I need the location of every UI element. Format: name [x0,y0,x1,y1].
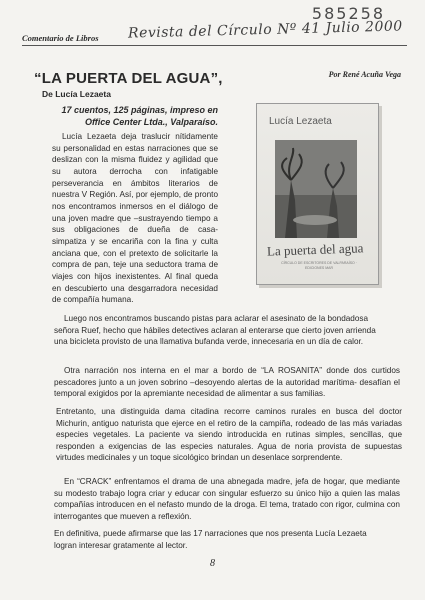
paragraph-2-line-3: una bicicleta provisto de una llamativa bufanda verde, innecesaria en un día de calor. [54,337,364,347]
book-author-line: De Lucía Lezaeta [42,89,111,99]
paragraph-3: Otra narración nos interna en el mar a bordo de “LA ROSANITA” donde dos curtidos pescadores junto a un joven sobrino –desoyendo alertas de la autoridad marítima- desafían el temporal exigidos por la apremiante necesidad de alimentar a sus familias. [54,366,400,399]
paragraph-5: En “CRACK” enfrentamos el drama de una abnegada madre, jefa de hogar, que mediante su modesto trabajo logra criar y educar con singular esfuerzo su único hijo a quien las malas compañías introducen en el nefasto mundo de la droga. El tema, tratado con rigor, culmina con interrogantes que mueven a reflexión. [54,477,400,521]
cover-author: Lucía Lezaeta [269,116,332,127]
cover-illustration [275,140,357,238]
section-label: Comentario de Libros [22,33,99,43]
cover-title: La puerta del agua [266,240,364,259]
article-title: “LA PUERTA DEL AGUA”, [34,70,223,87]
handwritten-source-note: Revista del Círculo Nº 41 Julio 2000 [127,18,403,42]
page-number: 8 [210,558,215,569]
publication-info-line2: Office Center Ltda., Valparaíso. [84,117,218,127]
paragraph-2-line-2: señora Ruef, hecho que hábiles detectives aclaran al enterarse que cierto joven arrienda [54,325,376,335]
paragraph-6 [54,528,400,551]
cover-subtitle: CÍRCULO DE ESCRITORES DE VALPARAÍSO · EDICIONES MAR [281,261,357,270]
paragraph-6-line-2: logran interesar gratamente al lector. [54,540,188,550]
paragraph-2-line-1: Luego nos encontramos buscando pistas para aclarar el asesinato de la bondadosa [64,314,369,323]
book-cover-image [256,103,379,285]
paragraph-2 [54,313,400,348]
paragraph-6-line-1: En definitiva, puede afirmarse que las 17 narraciones que nos presenta Lucía Lezaeta [54,529,367,538]
paragraph-1: Lucía Lezaeta deja traslucir nítidamente su personalidad en estas narraciones que se deslizan con la misma fluidez y agilidad que su autora derrocha con infatigable perseverancia en ámbitos literarios de nuestra V Región. Así, por ejemplo, de pronto nos encontramos inmersos en el diálogo de una joven madre que –sustrayendo tiempo a sus obligaciones de dueña de casa- simpatiza y se encariña con la fina y culta anciana que, con el pretexto de solicitarle la compra de pan, teje una seductora trama de viajes con hijos inexistentes. Al final queda en descubierto una desgarradora necesidad de compañía humana. [52,132,218,305]
header-rule [22,45,407,46]
article-byline: Por René Acuña Vega [328,70,401,79]
publication-info-line1: 17 cuentos, 125 páginas, impreso en [61,105,218,115]
publication-info [55,104,218,128]
paragraph-4: Entretanto, una distinguida dama citadina recorre caminos rurales en busca del doctor Michurin, antiguo naturista que ejerce en el retiro de la campiña, rodeado de las más variadas especies vegetales. La paciente va siendo introducida en rutinas simples, sencillas, que responden a exigencias de las especies naturales. Agua de noria provista de supuestas virtudes medicinales y un toque sicológico brindan un desenlace sorprendente. [56,407,402,463]
archive-code: 585258 [311,4,385,23]
